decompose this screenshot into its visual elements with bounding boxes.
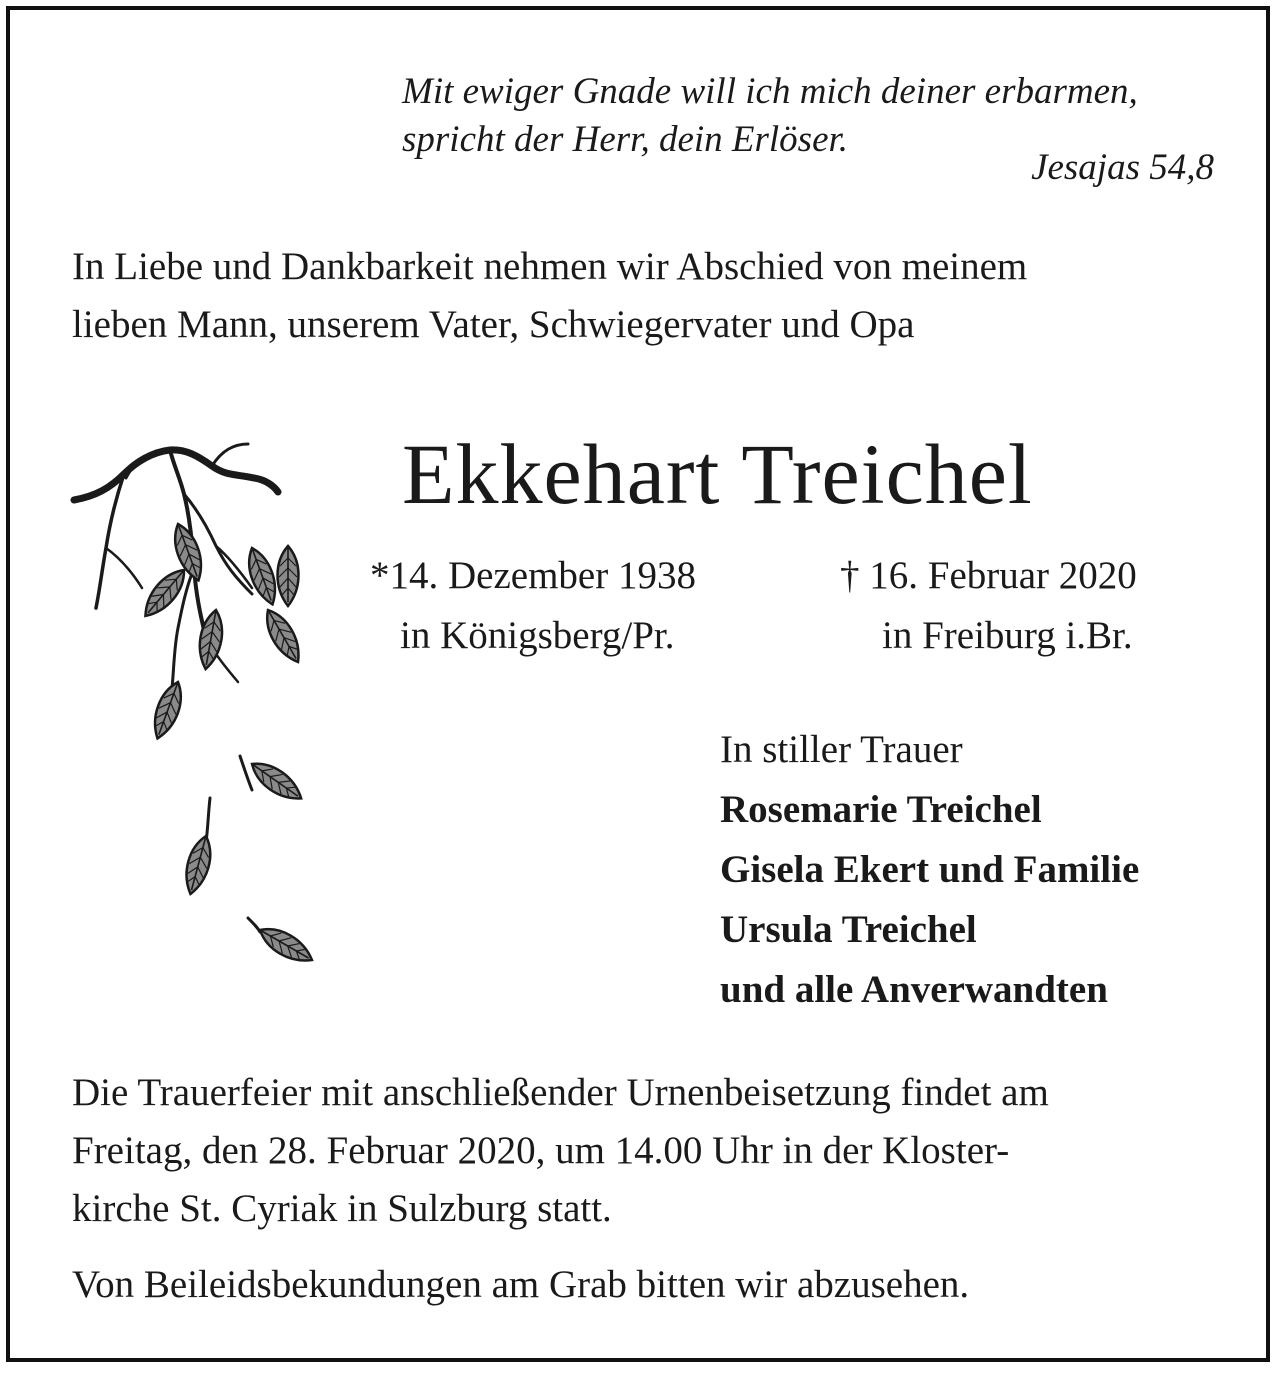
mourners-block: [720, 720, 1139, 1020]
death-date-line: [840, 546, 1137, 606]
branch-leaves-icon: [66, 438, 336, 978]
birth-date-line: [370, 546, 696, 606]
service-line-3: kirche St. Cyriak in Sulzburg statt.: [72, 1187, 612, 1230]
intro-line-2: lieben Mann, unserem Vater, Schwiegervater und Opa: [72, 303, 915, 346]
quote-line-1: Mit ewiger Gnade will ich mich deiner erbarmen,: [402, 71, 1138, 112]
service-line-1: Die Trauerfeier mit anschließender Urnenbeisetzung findet am: [72, 1071, 1049, 1114]
mourner-name: Gisela Ekert und Familie: [720, 848, 1140, 891]
death-symbol: †: [840, 554, 860, 597]
birth-place: in Königsberg/Pr.: [400, 614, 675, 657]
service-line-2: Freitag, den 28. Februar 2020, um 14.00 Uhr in der Kloster-: [72, 1129, 1010, 1172]
obituary-notice: [6, 6, 1270, 1362]
intro-line-1: In Liebe und Dankbarkeit nehmen wir Abschied von meinem: [72, 245, 1028, 288]
mourners-heading: In stiller Trauer: [720, 728, 963, 771]
birth-date: 14. Dezember 1938: [389, 554, 696, 597]
quote-line-2: spricht der Herr, dein Erlöser.: [402, 119, 849, 160]
mourner-name: und alle Anverwandten: [720, 968, 1108, 1011]
death-date: 16. Februar 2020: [869, 554, 1137, 597]
mourner-name: Rosemarie Treichel: [720, 788, 1042, 831]
quote-source: Jesajas 54,8: [1031, 147, 1214, 188]
death-place: in Freiburg i.Br.: [882, 614, 1133, 657]
birth-symbol: *: [370, 554, 390, 597]
mourner-name: Ursula Treichel: [720, 908, 977, 951]
deceased-name: Ekkehart Treichel: [402, 426, 1033, 522]
condolence-note: Von Beileidsbekundungen am Grab bitten wir abzusehen.: [72, 1263, 970, 1306]
